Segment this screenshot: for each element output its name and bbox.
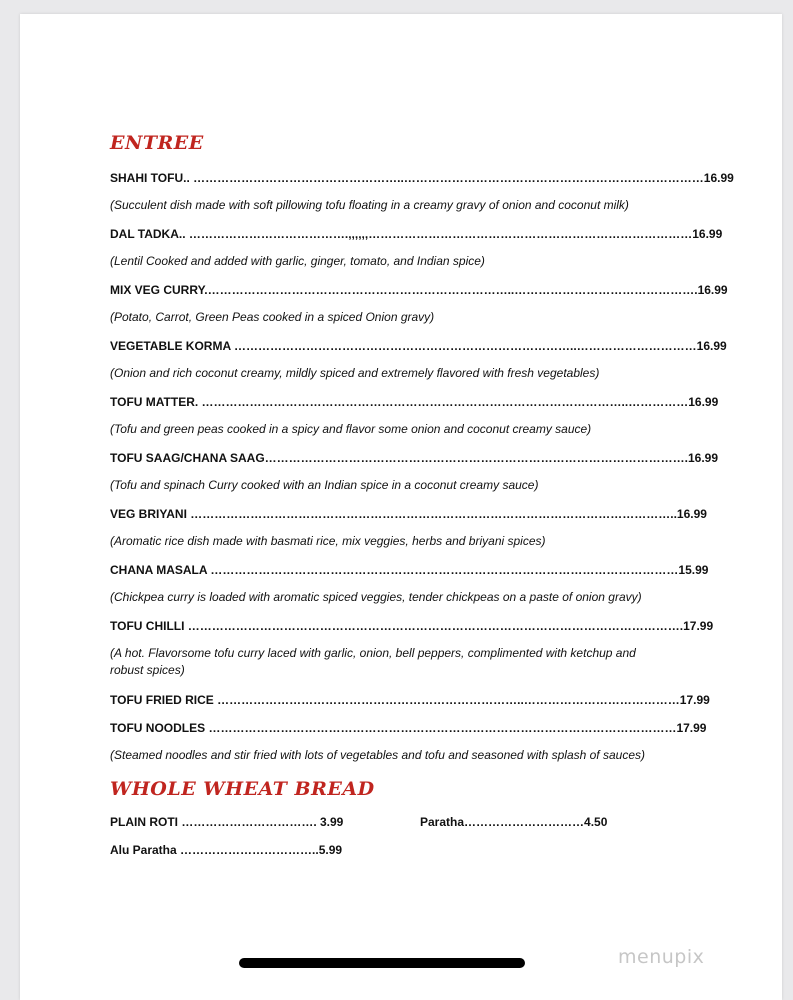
home-indicator-bar[interactable] [239, 958, 525, 968]
menu-item-description: (Succulent dish made with soft pillowing tofu floating in a creamy gravy of onion and coconut milk) [110, 198, 629, 212]
menu-item-dal-tadka: DAL TADKA.. ………………………………….,,,,,,………………………………………………………………………16.99 [110, 227, 723, 241]
watermark-logo: menupix [618, 946, 705, 968]
menu-item-description: (Onion and rich coconut creamy, mildly spiced and extremely flavored with fresh vegetables) [110, 366, 600, 380]
menu-item-description: (Tofu and green peas cooked in a spicy and flavor some onion and coconut creamy sauce) [110, 422, 592, 436]
menu-item-tofu-matter: TOFU MATTER. ……………………………………………………………………………………………..……………16.99 [110, 395, 719, 409]
whole-wheat-bread-heading: WHOLE WHEAT BREAD [110, 778, 375, 800]
menu-item-tofu-fried-rice: TOFU FRIED RICE …………………………………………………………………..…………………………………17.99 [110, 693, 710, 707]
menu-item-paratha: Paratha…………………………4.50 [420, 815, 608, 829]
menu-item-tofu-chilli: TOFU CHILLI …………………………………………………………………………………………………………….17.99 [110, 619, 714, 633]
menu-item-plain-roti: PLAIN ROTI ……………………………. 3.99 [110, 815, 344, 829]
menu-item-description: (Steamed noodles and stir fried with lots of vegetables and tofu and seasoned with splash of sauces) [110, 748, 645, 762]
menu-item-description: (Chickpea curry is loaded with aromatic spiced veggies, tender chickpeas on a paste of onion gravy) [110, 590, 642, 604]
menu-item-description: (Tofu and spinach Curry cooked with an Indian spice in a coconut creamy sauce) [110, 478, 539, 492]
menu-item-chana-masala: CHANA MASALA ………………………………………………………………………………………………………15.99 [110, 563, 709, 577]
menu-item-description: (A hot. Flavorsome tofu curry laced with garlic, onion, bell peppers, complimented with ketchup and robust spices) [110, 646, 636, 677]
menu-page [20, 14, 782, 1000]
menu-item-description: (Lentil Cooked and added with garlic, ginger, tomato, and Indian spice) [110, 254, 485, 268]
menu-item-alu-paratha: Alu Paratha ……………………………..5.99 [110, 843, 343, 857]
entree-heading: ENTREE [110, 132, 204, 154]
menu-item-veg-briyani: VEG BRIYANI …………………………………………………………………………………………………………..16.99 [110, 507, 707, 521]
menu-item-mix-veg-curry: MIX VEG CURRY.…………………………………………………………………..……………………………………….16.99 [110, 283, 728, 297]
menu-item-vegetable-korma: VEGETABLE KORMA …………………………………………………………………………..…………………………16.99 [110, 339, 727, 353]
menu-item-description: (Aromatic rice dish made with basmati rice, mix veggies, herbs and briyani spices) [110, 534, 546, 548]
menu-item-tofu-saag-chana-saag: TOFU SAAG/CHANA SAAG…………………………………………………………………………………………….16.99 [110, 451, 719, 465]
menu-item-shahi-tofu: SHAHI TOFU.. ……………………………………………..…………………………………………………………………16.99 [110, 171, 734, 185]
menu-item-tofu-noodles: TOFU NOODLES ………………………………………………………………………………………………………17.99 [110, 721, 707, 735]
menu-item-description: (Potato, Carrot, Green Peas cooked in a spiced Onion gravy) [110, 310, 435, 324]
